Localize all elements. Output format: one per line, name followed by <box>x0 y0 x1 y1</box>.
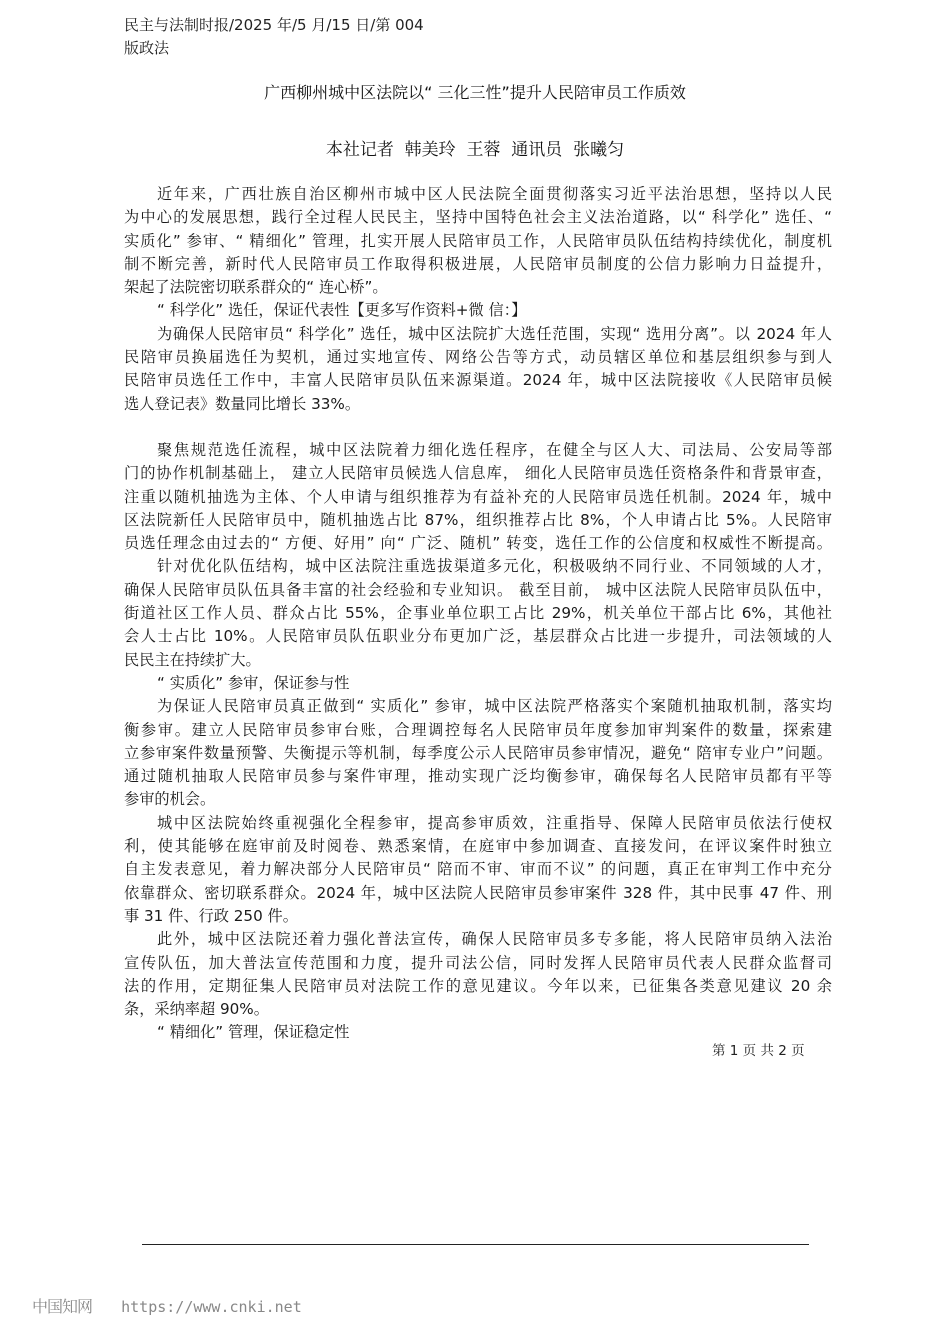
text-line: 注重以随机抽选为主体、个人申请与组织推荐为有益补充的人民陪审员选任机制。2024 年，城中 <box>124 487 832 506</box>
text-line: 区法院新任人民陪审员中，随机抽选占比 87%，组织推荐占比 8%，个人申请占比 5%。人民陪审 <box>124 510 832 529</box>
text-line: 会人士占比 10%。人民陪审员队伍职业分布更加广泛，基层群众占比进一步提升，司法领域的人 <box>124 627 832 646</box>
text-line: 城中区法院始终重视强化全程参审，提高参审质效，注重指导、保障人民陪审员依法行使权 <box>157 813 832 832</box>
text-line: 事 31 件、行政 250 件。 <box>124 906 298 925</box>
text-line: 利，使其能够在庭审前及时阅卷、熟悉案情，在庭审中参加调查、直接发问，在评议案件时独立 <box>124 837 832 856</box>
text-line: 近年来，广西壮族自治区柳州市城中区人民法院全面贯彻落实习近平法治思想，坚持以人民 <box>157 185 832 203</box>
article-byline: 本社记者 韩美玲 王蓉 通讯员 张曦匀 <box>325 140 625 160</box>
text-line: 宣传队伍，加大普法宣传范围和力度，提升司法公信，同时发挥人民陪审员代表人民群众监督司 <box>124 953 832 972</box>
article-body <box>124 183 832 1045</box>
page-number: 第 1 页 共 2 页 <box>712 1043 805 1059</box>
article-title: 广西柳州城中区法院以“ 三化三性”提升人民陪审员工作质效 <box>264 83 686 102</box>
text-line: 选人登记表》数量同比增长 33%。 <box>124 394 361 413</box>
text-line: “ 实质化” 参审，保证参与性 <box>157 673 350 692</box>
text-line: 针对优化队伍结构，城中区法院注重选拔渠道多元化，积极吸纳不同行业、不同领域的人才， <box>157 557 832 576</box>
text-line: 民陪审员选任工作中，丰富人民陪审员队伍来源渠道。2024 年，城中区法院接收《人民陪审员候 <box>124 371 832 390</box>
text-line: 民民主在持续扩大。 <box>124 650 261 669</box>
text-line: 参审的机会。 <box>124 790 216 809</box>
text-line: 衡参审。建立人民陪审员参审台账，合理调控每名人民陪审员年度参加审判案件的数量，探索建 <box>124 720 832 739</box>
text-line: 确保人民陪审员队伍具备丰富的社会经验和专业知识。 截至目前， 城中区法院人民陪审员队伍中， <box>124 580 832 599</box>
text-line: 实质化” 参审、“ 精细化” 管理，扎实开展人民陪审员工作，人民陪审员队伍结构持续优化，制度机 <box>124 231 832 250</box>
text-line: 为确保人民陪审员“ 科学化” 选任，城中区法院扩大选任范围，实现“ 选用分离”。以 2024 年人 <box>157 324 832 343</box>
text-line: 自主发表意见，着力解决部分人民陪审员“ 陪而不审、审而不议” 的问题，真正在审判工作中充分 <box>124 860 832 879</box>
text-line: 为保证人民陪审员真正做到“ 实质化” 参审，城中区法院严格落实个案随机抽取机制，落实均 <box>157 697 832 716</box>
text-line: 架起了法院密切联系群众的“ 连心桥”。 <box>124 278 388 297</box>
cnki-source-label: 中国知网 <box>32 1297 93 1316</box>
text-line: 聚焦规范选任流程，城中区法院着力细化选任程序，在健全与区人大、司法局、公安局等部 <box>157 440 832 459</box>
publication-info-line-2: 版政法 <box>124 39 170 57</box>
text-line: 民陪审员换届选任为契机，通过实地宣传、网络公告等方式，动员辖区单位和基层组织参与到人 <box>124 348 832 367</box>
cnki-url-link[interactable]: https://www.cnki.net <box>121 1298 302 1316</box>
text-line: 立参审案件数量预警、失衡提示等机制，每季度公示人民陪审员参审情况，避免“ 陪审专业户”问题。 <box>124 743 832 762</box>
text-line: “ 精细化” 管理，保证稳定性 <box>157 1023 350 1042</box>
text-line: 法的作用，定期征集人民陪审员对法院工作的意见建议。今年以来，已征集各类意见建议 20 余 <box>124 976 832 995</box>
text-line: 门的协作机制基础上， 建立人民陪审员候选人信息库， 细化人民陪审员选任资格条件和背景审查， <box>124 464 832 483</box>
text-line: 制不断完善，新时代人民陪审员工作取得积极进展，人民陪审员制度的公信力影响力日益提升， <box>124 254 832 273</box>
publication-info <box>124 14 424 60</box>
paragraph-gap <box>124 416 832 439</box>
text-line: “ 科学化” 选任，保证代表性【更多写作资料+微 信：】 <box>157 301 527 320</box>
text-line: 依靠群众、密切联系群众。2024 年，城中区法院人民陪审员参审案件 328 件，其中民事 47 件、刑 <box>124 883 832 902</box>
text-line: 此外，城中区法院还着力强化普法宣传，确保人民陪审员多专多能，将人民陪审员纳入法治 <box>157 930 832 949</box>
text-line: 街道社区工作人员、群众占比 55%，企事业单位职工占比 29%，机关单位干部占比 6%，其他社 <box>124 604 832 623</box>
footer-divider <box>142 1244 809 1245</box>
publication-info-line-1: 民主与法制时报/2025 年/5 月/15 日/第 004 <box>124 16 424 34</box>
text-line: 员选任理念由过去的“ 方便、好用” 向“ 广泛、随机” 转变，选任工作的公信度和权威性不断提高。 <box>124 534 832 553</box>
footer <box>32 1294 302 1317</box>
text-line: 通过随机抽取人民陪审员参与案件审理，推动实现广泛均衡参审，确保每名人民陪审员都有平等 <box>124 767 832 786</box>
text-line: 条，采纳率超 90%。 <box>124 1000 269 1019</box>
text-line: 为中心的发展思想，践行全过程人民民主，坚持中国特色社会主义法治道路，以“ 科学化” 选任、“ <box>124 208 832 227</box>
